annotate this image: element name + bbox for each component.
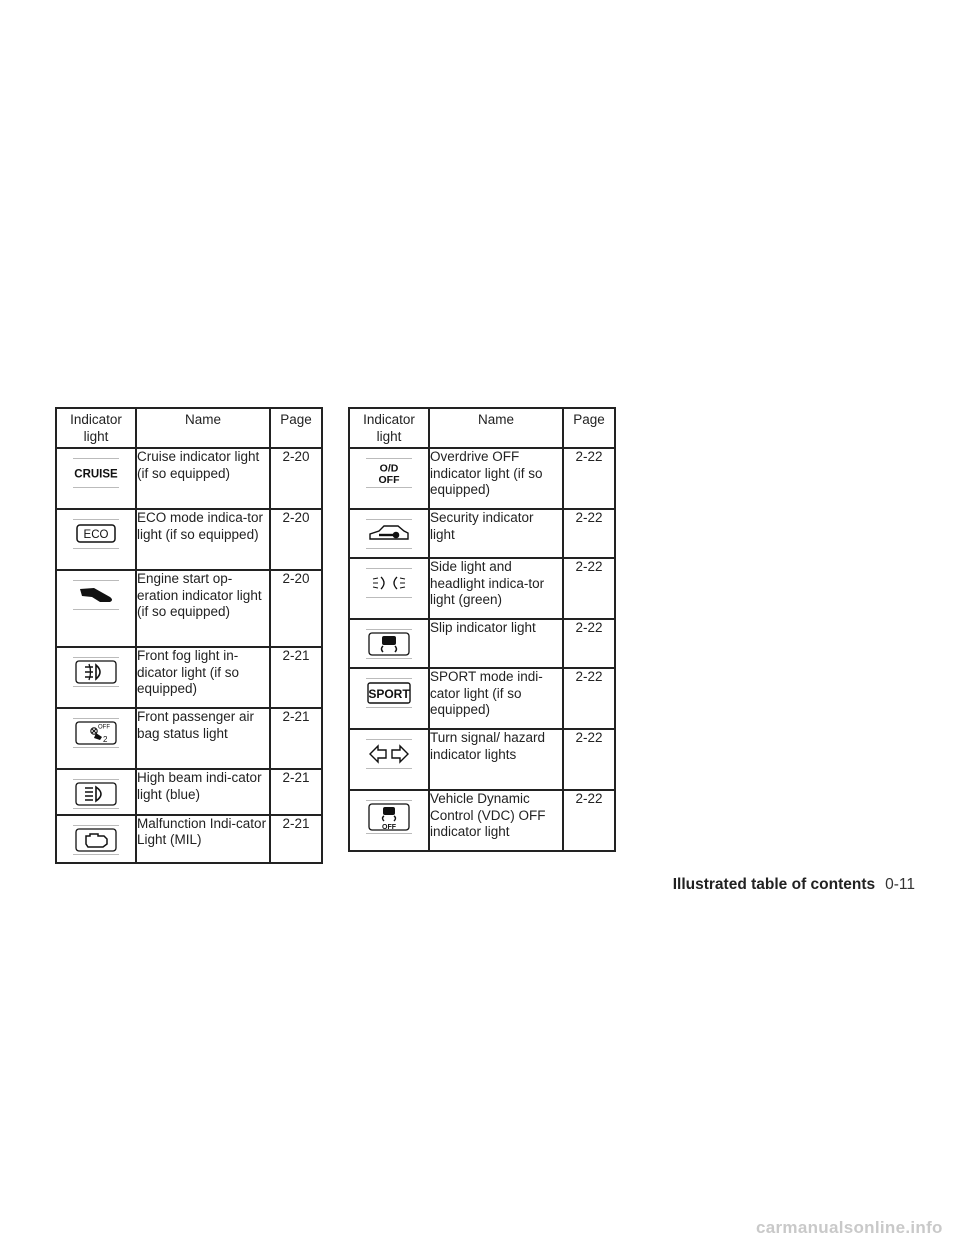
table-header (56, 408, 322, 448)
indicator-name: ECO mode indica-tor light (if so equipped) (136, 509, 270, 570)
indicator-name: Front fog light in-dicator light (if so equipped) (136, 647, 270, 708)
indicator-name: Engine start op-eration indicator light (if so equipped) (136, 570, 270, 647)
header-name: Name (136, 408, 270, 448)
page-footer (673, 876, 915, 894)
table-row (56, 769, 322, 815)
svg-text:ECO: ECO (83, 529, 109, 541)
indicator-name: Front passenger air bag status light (136, 708, 270, 769)
page-ref: 2-22 (563, 668, 615, 729)
svg-text:O/D: O/D (379, 462, 399, 475)
page-ref: 2-22 (563, 790, 615, 851)
table-row (56, 815, 322, 863)
indicator-name: Side light and headlight indica-tor light (green) (429, 558, 563, 619)
passenger-airbag-off-icon (73, 718, 119, 748)
indicator-name: Vehicle Dynamic Control (VDC) OFF indicator light (429, 790, 563, 851)
indicator-name: Turn signal/ hazard indicator lights (429, 729, 563, 790)
indicator-name: SPORT mode indi-cator light (if so equipped) (429, 668, 563, 729)
section-title: Illustrated table of contents (672, 876, 876, 893)
indicator-name: Overdrive OFF indicator light (if so equipped) (429, 448, 563, 509)
indicator-name: Slip indicator light (429, 619, 563, 668)
slip-icon (366, 629, 412, 659)
table-row (56, 647, 322, 708)
cruise-icon (73, 458, 119, 488)
table-row (349, 729, 615, 790)
overdrive-off-icon (366, 458, 412, 488)
page-number: 0-11 (885, 876, 915, 893)
page-ref: 2-21 (270, 769, 322, 815)
indicator-name: Cruise indicator light (if so equipped) (136, 448, 270, 509)
front-fog-light-icon (73, 657, 119, 687)
indicator-table-right (348, 407, 616, 852)
svg-text:OFF: OFF (378, 474, 400, 486)
page-ref: 2-21 (270, 647, 322, 708)
eco-icon (73, 519, 119, 549)
table-row (56, 570, 322, 647)
header-page: Page (563, 408, 615, 448)
page-ref: 2-22 (563, 558, 615, 619)
header-page: Page (270, 408, 322, 448)
header-name: Name (429, 408, 563, 448)
table-row (349, 619, 615, 668)
indicator-name: Security indicator light (429, 509, 563, 558)
svg-text:CRUISE: CRUISE (74, 468, 118, 481)
header-indicator: Indicator light (349, 408, 429, 448)
table-row (56, 708, 322, 769)
table-row (56, 509, 322, 570)
svg-text:OFF: OFF (98, 724, 110, 731)
high-beam-icon (73, 779, 119, 809)
engine-malfunction-icon (73, 825, 119, 855)
engine-start-icon (73, 580, 119, 610)
page-ref: 2-22 (563, 619, 615, 668)
svg-text:2: 2 (103, 735, 108, 744)
table-header (349, 408, 615, 448)
table-row (349, 790, 615, 851)
header-indicator: Indicator light (56, 408, 136, 448)
table-row (56, 448, 322, 509)
table-row (349, 509, 615, 558)
svg-text:SPORT: SPORT (368, 687, 410, 701)
indicator-table-left (55, 407, 323, 864)
sport-mode-icon (366, 678, 412, 708)
indicator-name: Malfunction Indi-cator Light (MIL) (136, 815, 270, 863)
side-headlight-icon (366, 568, 412, 598)
table-row (349, 558, 615, 619)
vdc-off-icon (366, 800, 412, 834)
page-ref: 2-21 (270, 815, 322, 863)
page-ref: 2-21 (270, 708, 322, 769)
table-row (349, 448, 615, 509)
page-ref: 2-20 (270, 448, 322, 509)
security-car-key-icon (366, 519, 412, 549)
page-ref: 2-22 (563, 448, 615, 509)
svg-text:OFF: OFF (382, 824, 396, 831)
indicator-name: High beam indi-cator light (blue) (136, 769, 270, 815)
page-ref: 2-22 (563, 509, 615, 558)
table-row (349, 668, 615, 729)
turn-signal-icon (366, 739, 412, 769)
watermark: carmanualsonline.info (756, 1218, 943, 1237)
page-ref: 2-20 (270, 570, 322, 647)
page-ref: 2-22 (563, 729, 615, 790)
page-ref: 2-20 (270, 509, 322, 570)
